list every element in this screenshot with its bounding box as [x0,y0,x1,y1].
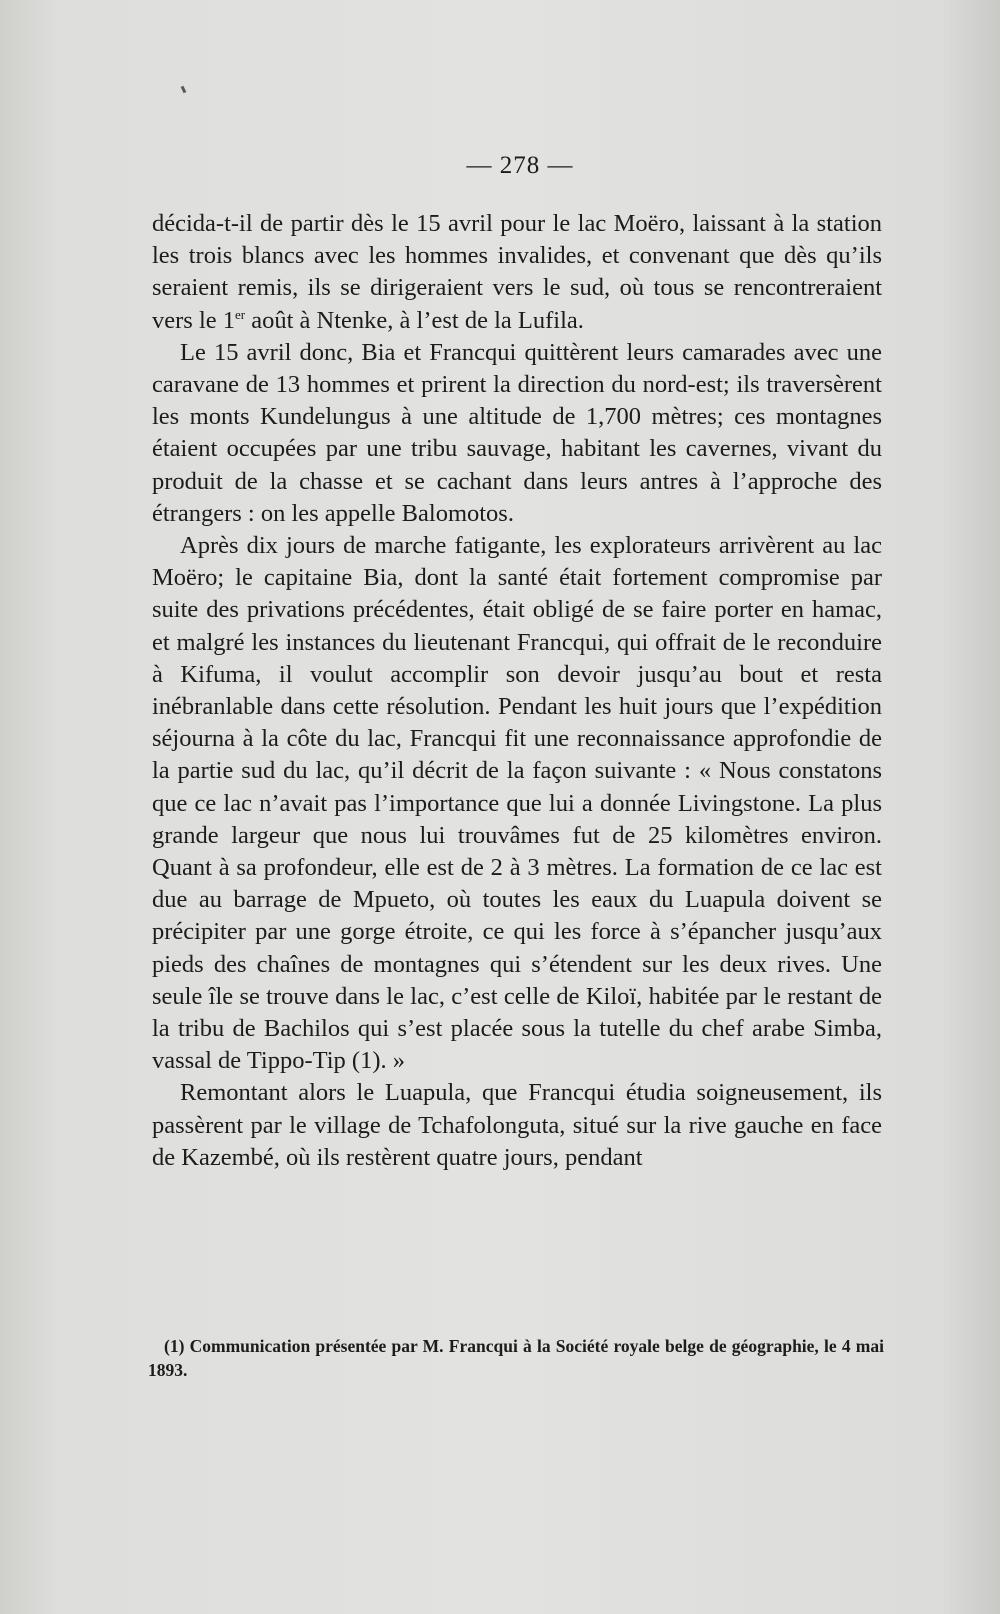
page-number: — 278 — [466,152,574,179]
paragraph-3: Après dix jours de marche fatigante, les explorateurs arrivèrent au lac Moëro; le capitaine Bia, dont la santé était fortement compromise par suite des privations précédentes, était obligé de se faire porter en hamac, et malgré les instances du lieutenant Francqui, qui offrait de le reconduire à Kifuma, il voulut accomplir son devoir jusqu’au bout et resta inébranlable dans cette résolution. Pendant les huit jours que l’expédition séjourna à la côte du lac, Francqui fit une reconnaissance approfondie de la partie sud du lac, qu’il décrit de la façon suivante : « Nous constatons que ce lac n’avait pas l’importance que lui a donnée Livingstone. La plus grande largeur que nous lui trouvâmes fut de 25 kilomètres environ. Quant à sa profondeur, elle est de 2 à 3 mètres. La formation de ce lac est due au barrage de Mpueto, où toutes les eaux du Luapula doivent se précipiter par une gorge étroite, ce qui les force à s’épancher jusqu’aux pieds des chaînes de montagnes qui s’étendent sur les deux rives. Une seule île se trouve dans le lac, c’est celle de Kiloï, habitée par le restant de la tribu de Bachilos qui s’est placée sous la tutelle du chef arabe Simba, vassal de Tippo-Tip (1). » [152,532,882,1075]
body-text [152,208,882,1174]
footnote-text: (1) Communication présentée par M. Francqui à la Société royale belge de géographie, le 4 mai 1893. [148,1336,884,1380]
paragraph-1 [152,208,882,337]
footnote [148,1334,884,1382]
paragraph-1-text-before: décida-t-il de partir dès le 15 avril pour le lac Moëro, laissant à la station les trois blancs avec les hommes invalides, et convenant que dès qu’ils seraient remis, ils se dirigeraient vers le sud, où tous se rencontreraient vers le 1 [152,210,882,334]
paragraph-2: Le 15 avril donc, Bia et Francqui quittèrent leurs camarades avec une caravane de 13 hommes et prirent la direction du nord-est; ils traversèrent les monts Kundelungus à une altitude de 1,700 mètres; ces montagnes étaient occupées par une tribu sauvage, habitant les cavernes, vivant du produit de la chasse et se cachant dans leurs antres à l’approche des étrangers : on les appelle Balomotos. [152,338,882,527]
paragraph-1-text-after: août à Ntenke, à l’est de la Lufila. [245,306,584,334]
stray-ink-mark [181,86,187,94]
paragraph-4: Remontant alors le Luapula, que Francqui étudia soigneusement, ils passèrent par le village de Tchafolonguta, situé sur la rive gauche en face de Kazembé, où ils restèrent quatre jours, pendant [152,1079,882,1171]
ordinal-superscript: er [235,306,246,322]
